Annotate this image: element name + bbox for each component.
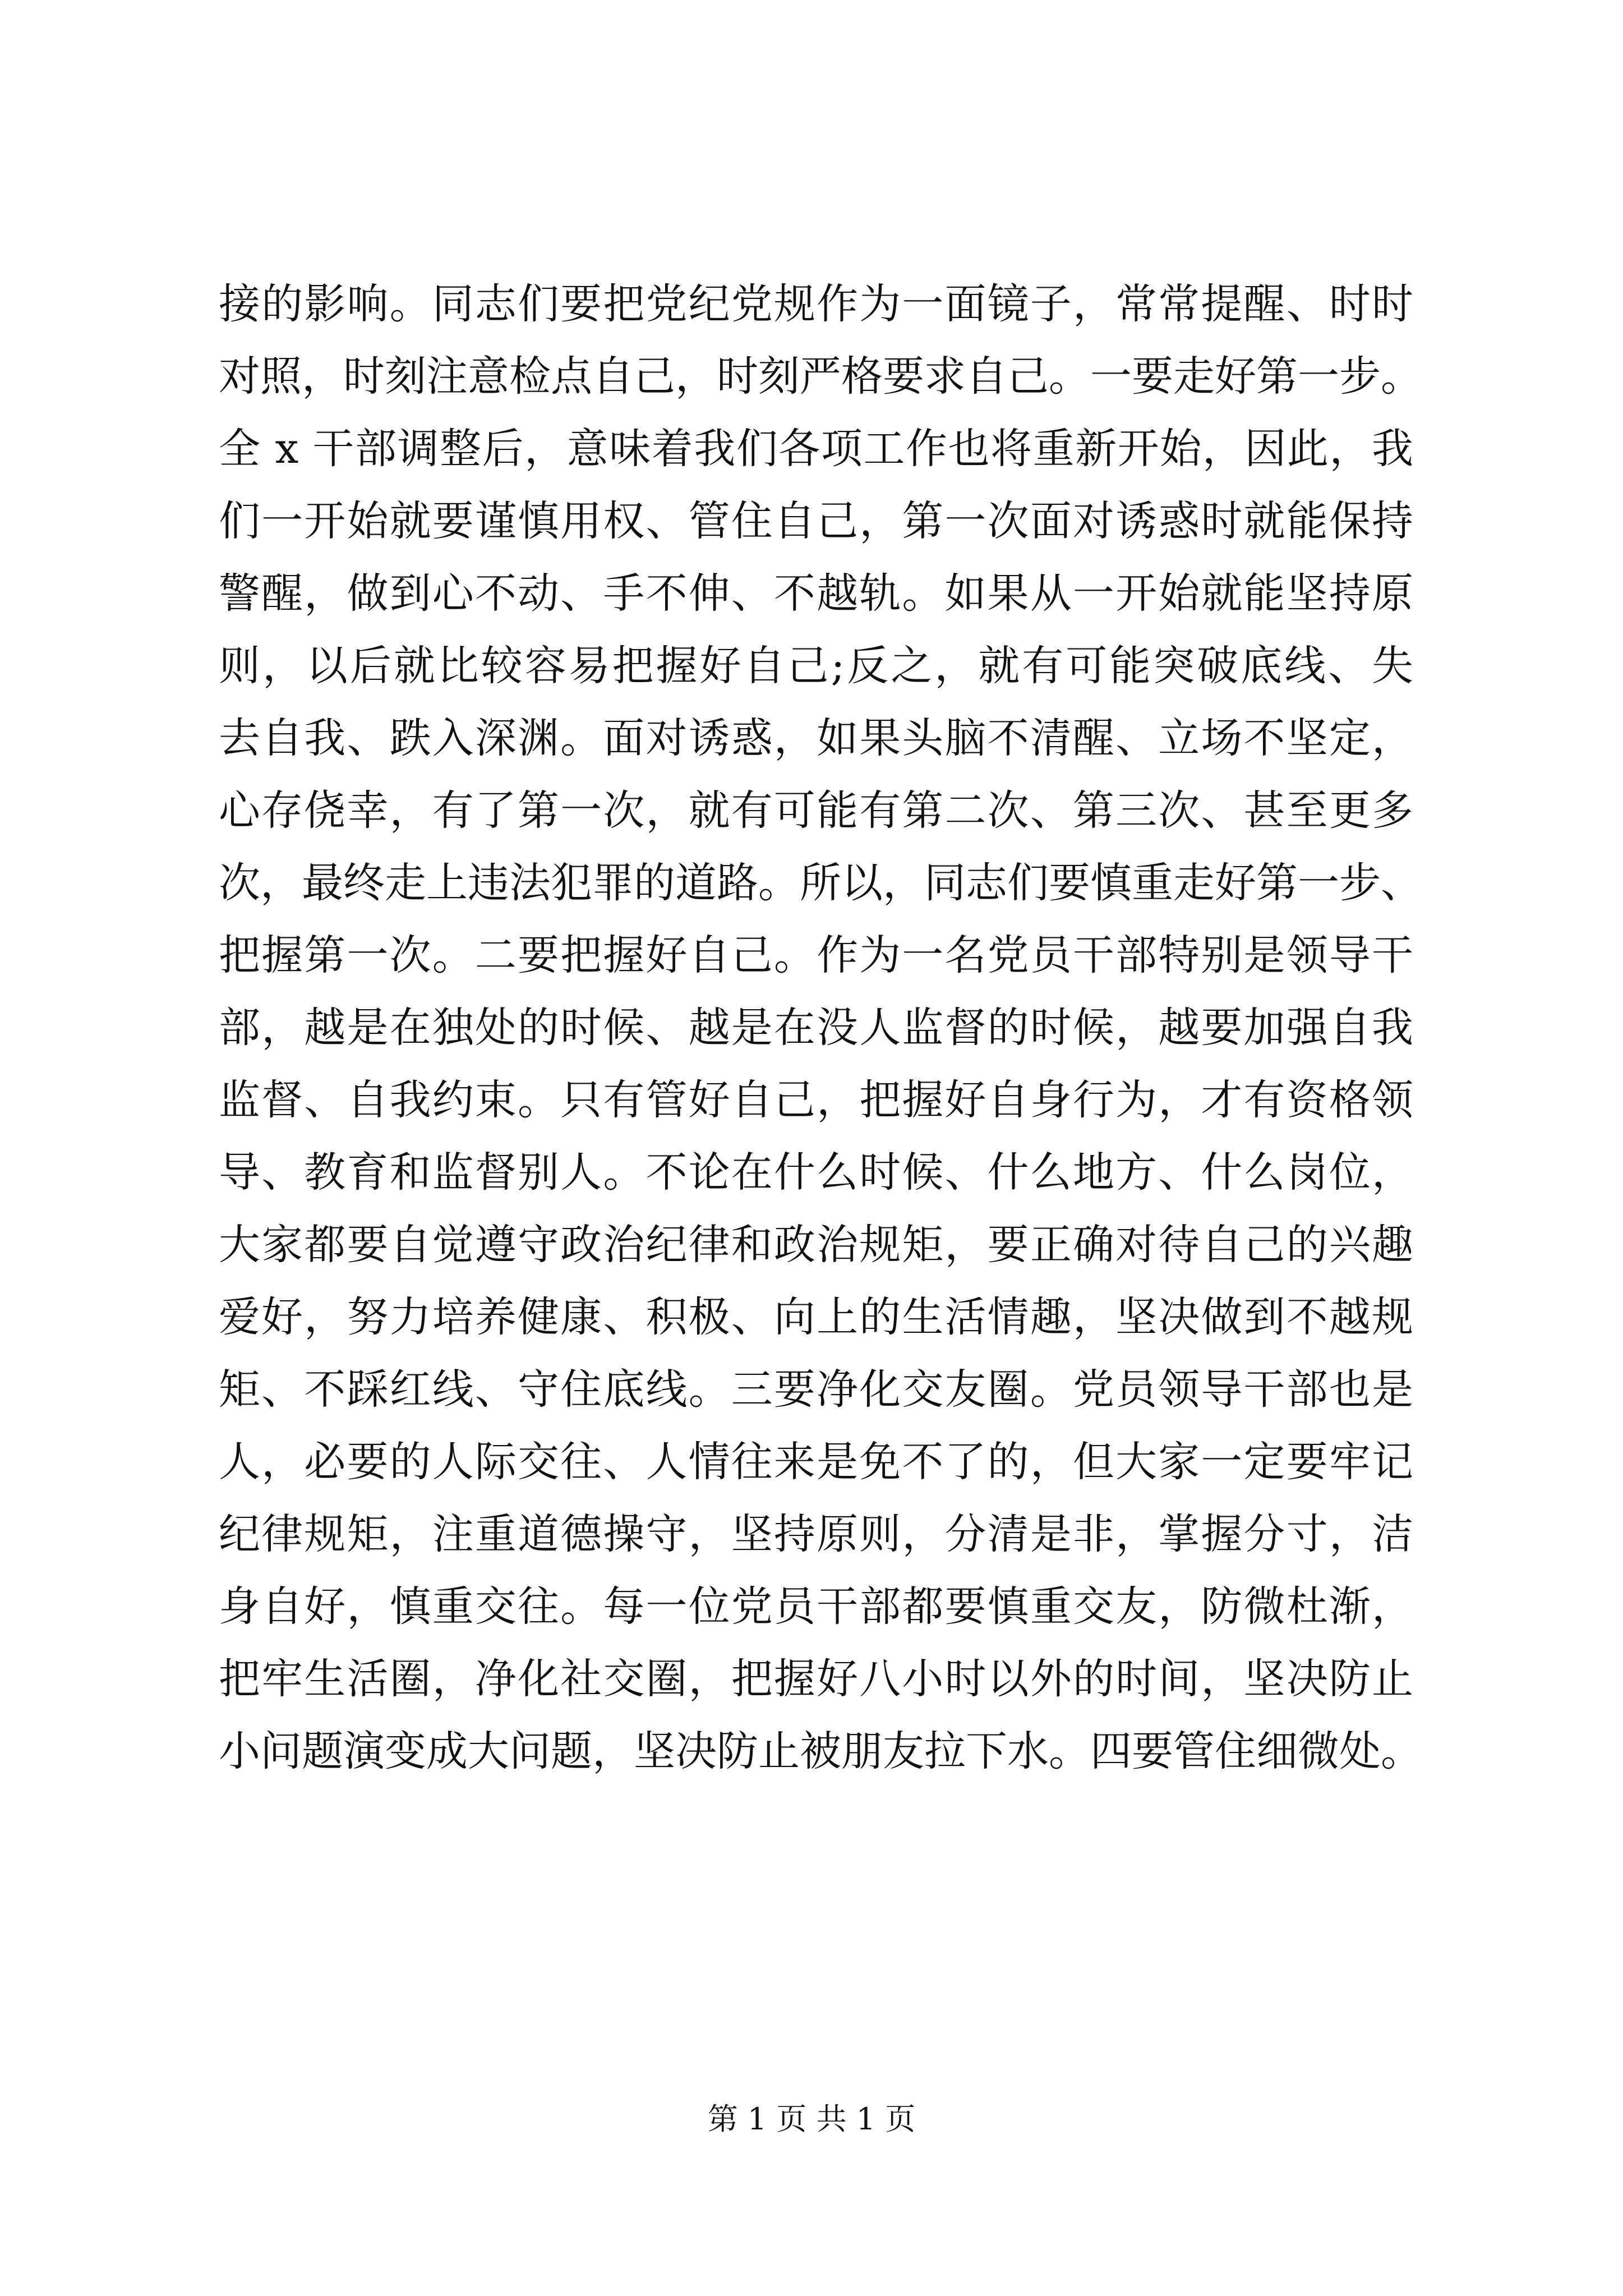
text-line: 警醒，做到心不动、手不伸、不越轨。如果从一开始就能坚持原 [219, 569, 1413, 618]
text-line: 对照，时刻注意检点自己，时刻严格要求自己。一要走好第一步。 [219, 352, 1422, 401]
text-line: 接的影响。同志们要把党纪党规作为一面镜子，常常提醒、时时 [219, 280, 1413, 328]
text-line: 监督、自我约束。只有管好自己，把握好自身行为，才有资格领 [219, 1076, 1413, 1124]
text-line: 纪律规矩，注重道德操守，坚持原则，分清是非，掌握分寸，洁 [219, 1510, 1413, 1558]
text-line: 全 x 干部调整后，意味着我们各项工作也将重新开始，因此，我 [219, 425, 1413, 473]
text-line: 小问题演变成大问题，坚决防止被朋友拉下水。四要管住细微处。 [219, 1727, 1422, 1775]
text-line: 身自好，慎重交往。每一位党员干部都要慎重交友，防微杜渐， [219, 1582, 1413, 1631]
text-line: 爱好，努力培养健康、积极、向上的生活情趣，坚决做到不越规 [219, 1293, 1413, 1341]
text-line: 去自我、跌入深渊。面对诱惑，如果头脑不清醒、立场不坚定， [219, 714, 1413, 762]
text-line: 次，最终走上违法犯罪的道路。所以，同志们要慎重走好第一步、 [219, 859, 1422, 907]
page-footer: 第 1 页 共 1 页 [707, 2101, 916, 2137]
body-text [219, 268, 1422, 1788]
text-line: 部，越是在独处的时候、越是在没人监督的时候，越要加强自我 [219, 1004, 1413, 1052]
text-line: 则，以后就比较容易把握好自己;反之，就有可能突破底线、失 [219, 642, 1413, 690]
text-line: 大家都要自觉遵守政治纪律和政治规矩，要正确对待自己的兴趣 [219, 1221, 1413, 1269]
text-line: 矩、不踩红线、守住底线。三要净化交友圈。党员领导干部也是 [219, 1365, 1413, 1414]
text-line: 心存侥幸，有了第一次，就有可能有第二次、第三次、甚至更多 [219, 786, 1413, 835]
text-line: 导、教育和监督别人。不论在什么时候、什么地方、什么岗位， [219, 1148, 1413, 1197]
text-line: 把握第一次。二要把握好自己。作为一名党员干部特别是领导干 [219, 931, 1413, 979]
text-line: 们一开始就要谨慎用权、管住自己，第一次面对诱惑时就能保持 [219, 497, 1413, 545]
text-line: 人，必要的人际交往、人情往来是免不了的，但大家一定要牢记 [219, 1438, 1413, 1486]
text-line: 把牢生活圈，净化社交圈，把握好八小时以外的时间，坚决防止 [219, 1655, 1413, 1703]
